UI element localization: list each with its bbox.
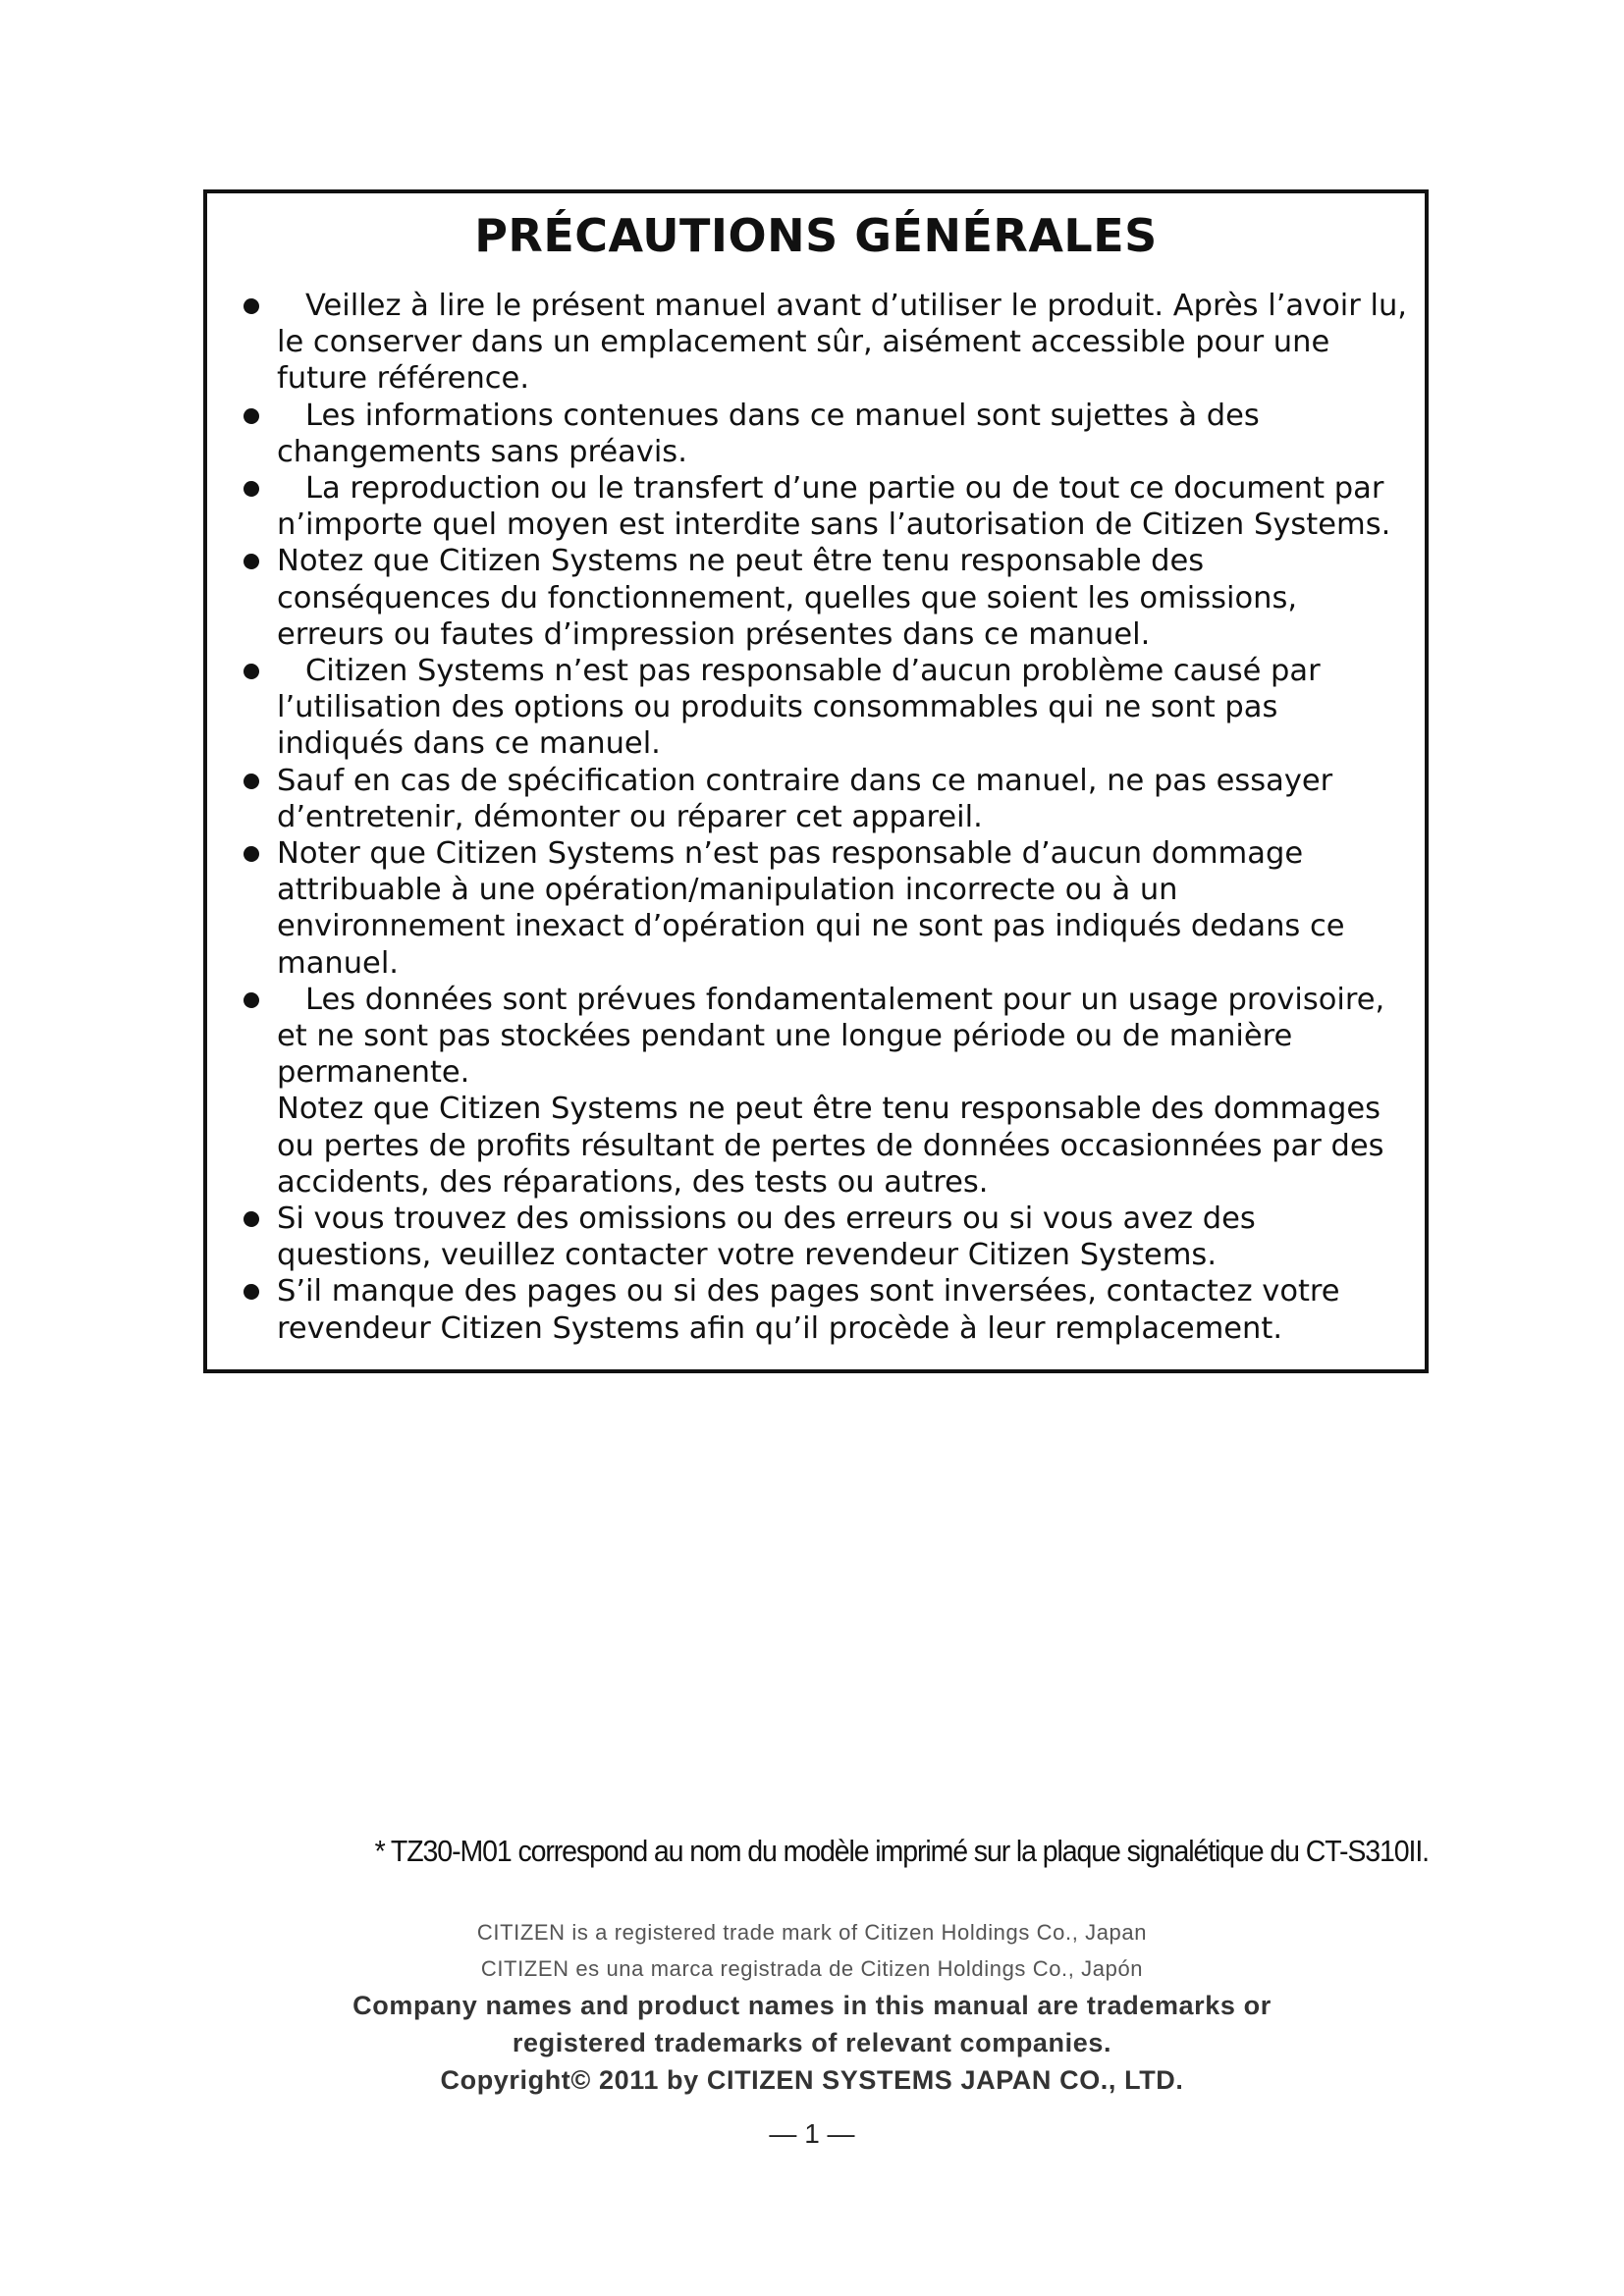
precaution-item xyxy=(241,982,1429,1201)
precaution-text: Si vous trouvez des omissions ou des erreurs ou si vous avez des questions, veuillez contacter votre revendeur Citizen Systems. xyxy=(277,1201,1256,1273)
precaution-item xyxy=(241,398,1429,470)
bullet-icon xyxy=(244,1211,259,1227)
precaution-text: La reproduction ou le transfert d’une partie ou de tout ce document par n’importe quel moyen est interdite sans l’autorisation de Citizen Systems. xyxy=(277,471,1391,543)
page-number: — 1 — xyxy=(769,2118,855,2149)
bullet-icon xyxy=(244,846,259,862)
precaution-item xyxy=(241,1273,1429,1346)
trademark-line-english: CITIZEN is a registered trade mark of Citizen Holdings Co., Japan xyxy=(476,1920,1148,1945)
precaution-text: Noter que Citizen Systems n’est pas responsable d’aucun dommage attribuable à une opération/manipulation incorrecte ou à un environnement inexact d’opération qui ne sont pas indiqués dedans ce manuel. xyxy=(277,836,1345,981)
precaution-text: Veillez à lire le présent manuel avant d’utiliser le produit. Après l’avoir lu, le conserver dans un emplacement sûr, aisément accessible pour une future référence. xyxy=(277,289,1408,397)
trademark-notice xyxy=(0,1914,1624,2099)
copyright-line: Copyright© 2011 by CITIZEN SYSTEMS JAPAN CO., LTD. xyxy=(440,2065,1184,2095)
bullet-icon xyxy=(244,554,259,569)
general-precautions-box xyxy=(203,189,1429,1373)
precaution-note: Notez que Citizen Systems ne peut être tenu responsable des dommages ou pertes de profits résultant de pertes de données occasionnées par des accidents, des réparations, des tests ou autres. xyxy=(277,1092,1384,1200)
bullet-icon xyxy=(244,774,259,789)
bullet-icon xyxy=(244,664,259,679)
bullet-icon xyxy=(244,298,259,314)
bullet-icon xyxy=(244,992,259,1008)
precaution-item xyxy=(241,835,1429,982)
trademark-companies-line-2: registered trademarks of relevant companies. xyxy=(512,2028,1112,2057)
model-footnote: * TZ30-M01 correspond au nom du modèle imprimé sur la plaque signalétique du CT-S310II. xyxy=(374,1834,1429,1868)
bullet-icon xyxy=(244,408,259,424)
precaution-list xyxy=(241,288,1429,1347)
precaution-text: Les données sont prévues fondamentalement pour un usage provisoire, et ne sont pas stockées pendant une longue période ou de manière permanente. xyxy=(277,982,1385,1091)
precaution-item xyxy=(241,470,1429,543)
trademark-companies-line: Company names and product names in this manual are trademarks or xyxy=(352,1991,1272,2020)
precaution-text: Notez que Citizen Systems ne peut être tenu responsable des conséquences du fonctionnement, quelles que soient les omissions, erreurs ou fautes d’impression présentes dans ce manuel. xyxy=(277,544,1298,652)
precaution-item xyxy=(241,543,1429,653)
trademark-line-spanish: CITIZEN es una marca registrada de Citizen Holdings Co., Japón xyxy=(480,1956,1144,1981)
precaution-text: Sauf en cas de spécification contraire dans ce manuel, ne pas essayer d’entretenir, démonter ou réparer cet appareil. xyxy=(277,763,1333,834)
precaution-item xyxy=(241,763,1429,835)
bullet-icon xyxy=(244,1284,259,1300)
precaution-item xyxy=(241,1201,1429,1273)
precaution-text: Les informations contenues dans ce manuel sont sujettes à des changements sans préavis. xyxy=(277,398,1260,469)
precaution-text: Citizen Systems n’est pas responsable d’aucun problème causé par l’utilisation des options ou produits consommables qui ne sont pas indiqués dans ce manuel. xyxy=(277,654,1321,762)
precaution-item xyxy=(241,288,1429,398)
precaution-text: S’il manque des pages ou si des pages sont inversées, contactez votre revendeur Citizen Systems afin qu’il procède à leur remplacement. xyxy=(277,1274,1340,1346)
precaution-item xyxy=(241,653,1429,763)
precautions-title: PRÉCAUTIONS GÉNÉRALES xyxy=(474,209,1158,262)
bullet-icon xyxy=(244,481,259,497)
